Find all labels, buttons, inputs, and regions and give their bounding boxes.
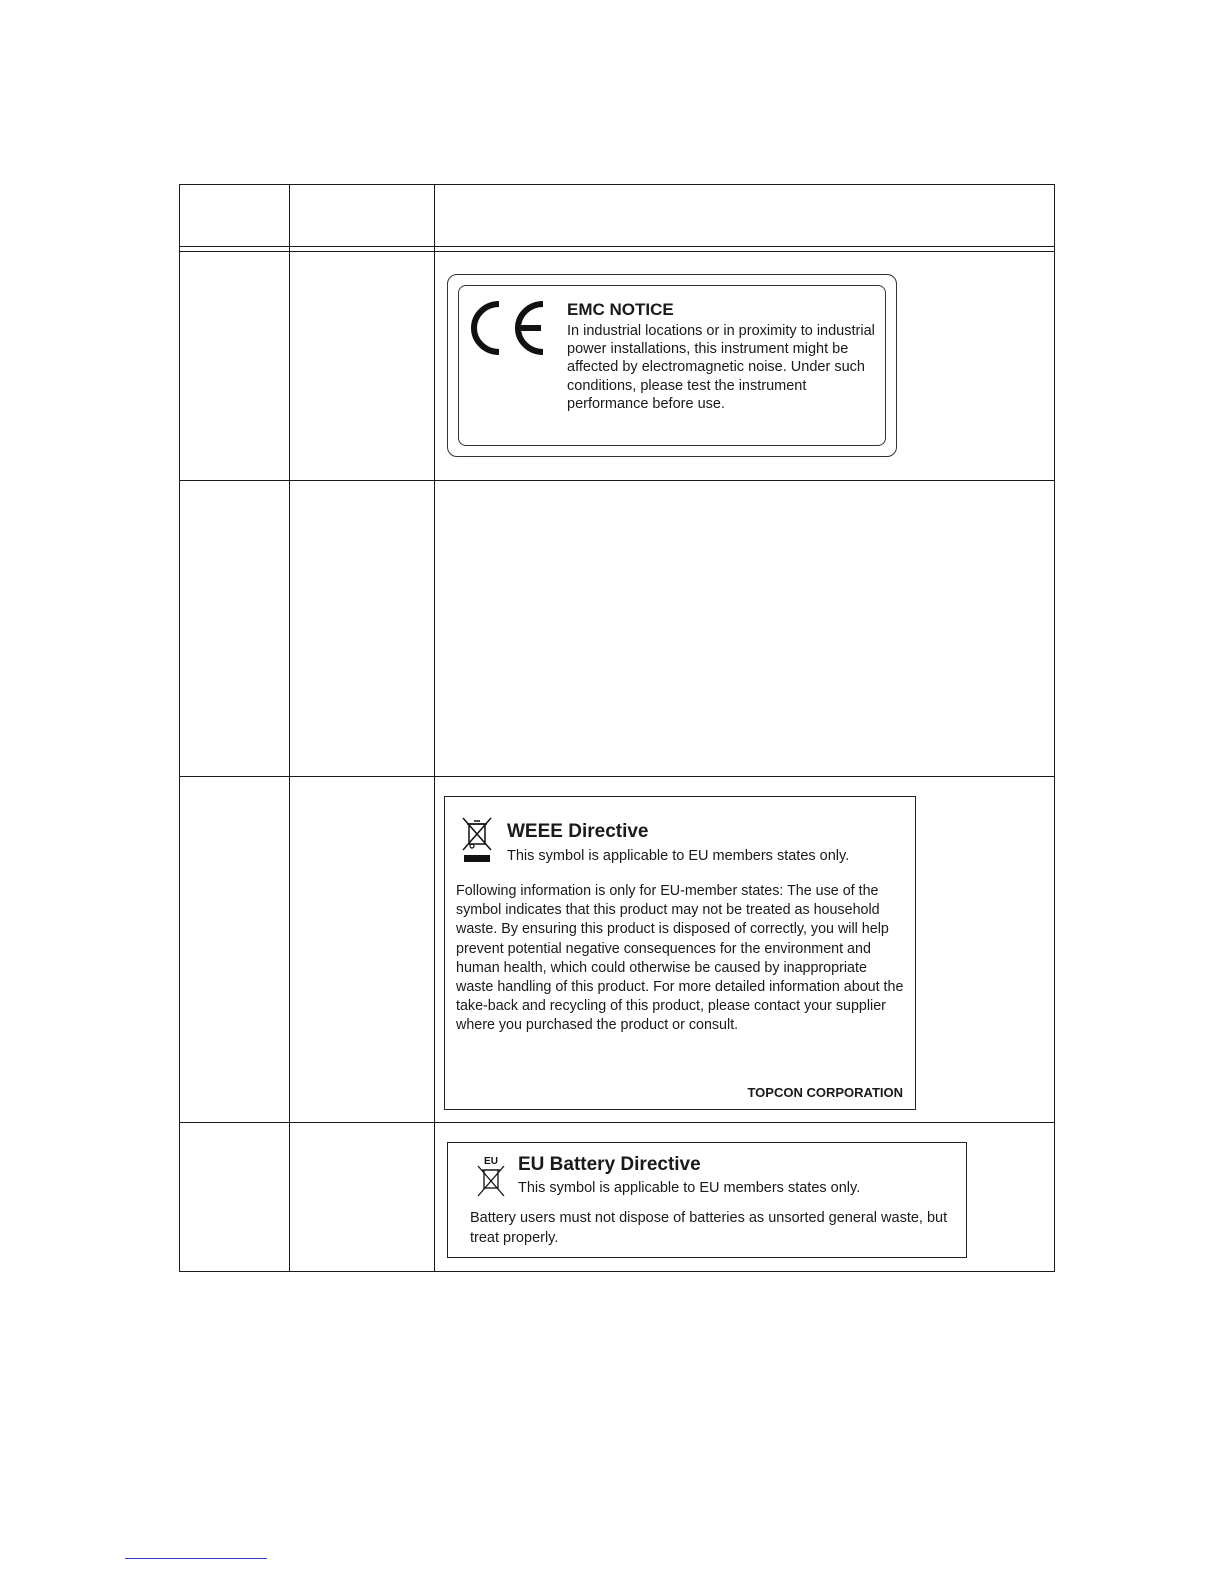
row-divider-3 — [180, 1122, 1054, 1123]
emc-notice-title: EMC NOTICE — [567, 300, 674, 319]
emc-notice-text: In industrial locations or in proximity to industrial power installations, this instrument might be affected by electromagnetic noise. Under such conditions, please test the instrument performance before use. — [567, 323, 875, 412]
emc-notice-label — [447, 274, 897, 457]
company-name: TOPCON CORPORATION — [747, 1085, 903, 1100]
row-divider-2 — [180, 776, 1054, 777]
battery-icon-eu-text: EU — [484, 1156, 498, 1167]
battery-directive-title: EU Battery Directive — [518, 1154, 701, 1175]
weee-directive-label — [444, 796, 916, 1110]
battery-directive-text: Battery users must not dispose of batteries as unsorted general waste, but treat properly. — [470, 1210, 948, 1246]
column-divider-2 — [434, 185, 435, 1271]
header-rule-bottom — [180, 251, 1054, 252]
footer-rule — [125, 1558, 267, 1559]
weee-directive-subtitle: This symbol is applicable to EU members states only. — [507, 848, 850, 864]
column-divider-1 — [289, 185, 290, 1271]
eu-battery-directive-label — [447, 1142, 967, 1258]
crossed-out-battery-bin-icon — [476, 1154, 506, 1198]
battery-directive-subtitle: This symbol is applicable to EU members states only. — [518, 1180, 861, 1196]
labels-table — [179, 184, 1055, 1272]
header-rule-top — [180, 246, 1054, 247]
crossed-out-wheelie-bin-icon — [460, 816, 494, 864]
row-divider-1 — [180, 480, 1054, 481]
weee-directive-title: WEEE Directive — [507, 821, 649, 842]
ce-mark-icon — [469, 300, 549, 356]
weee-directive-text: Following information is only for EU-member states: The use of the symbol indicates that this product may not be treated as household waste. By ensuring this product is disposed of correctly, you will help prevent potential negative consequences for the environment and human health, which could otherwise be caused by inappropriate waste handling of this product. For more detailed information about the take-back and recycling of this product, please contact your supplier where you purchased the product or consult. — [456, 883, 904, 1034]
